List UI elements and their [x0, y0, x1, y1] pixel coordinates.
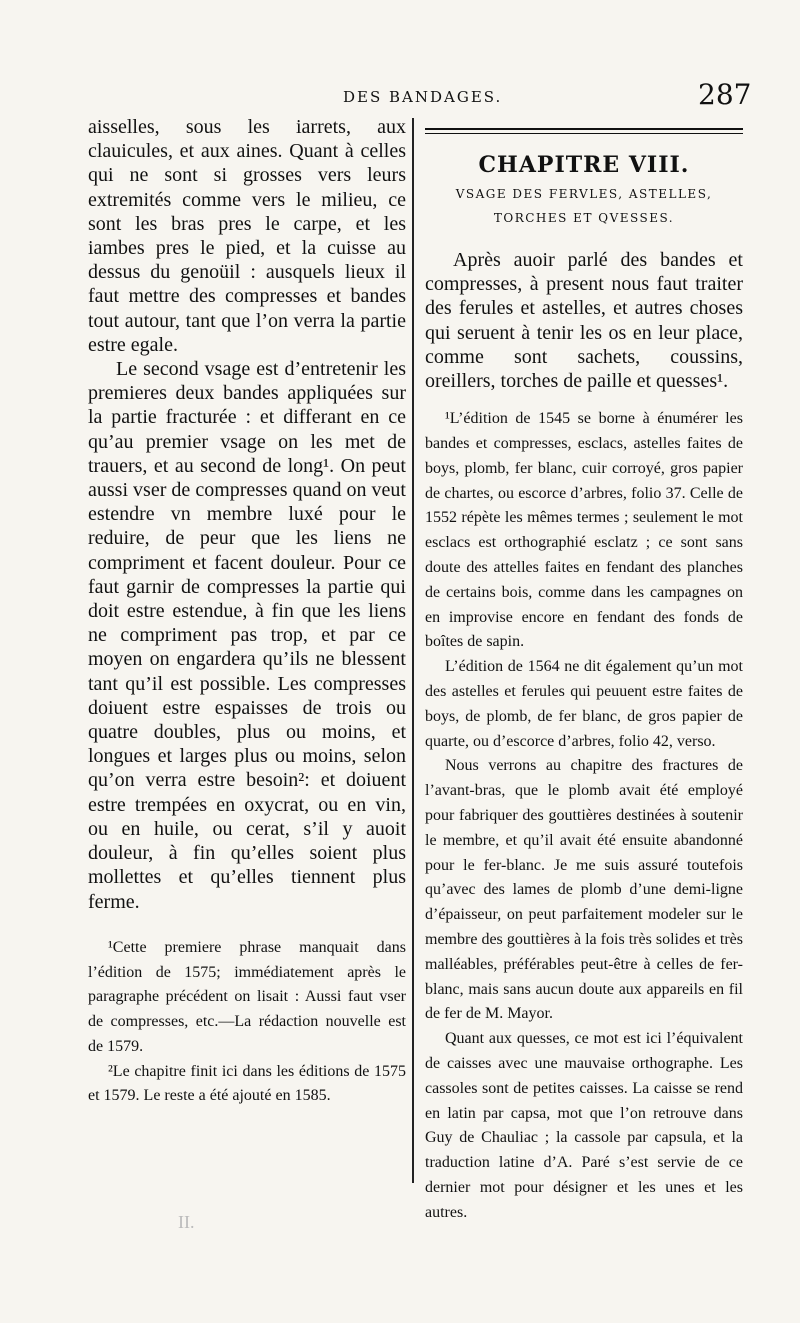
page-number: 287: [698, 78, 752, 111]
left-footnote-1: ¹Cette premiere phrase manquait dans l’édition de 1575; immédiatement après le paragraphe précédent on lisait : Aussi faut vser de compresses, etc.—La rédaction nouvelle est de 1579.: [88, 938, 406, 1055]
running-head: DES BANDAGES.: [343, 88, 503, 106]
chapter-subtitle-line-2: TORCHES ET QVESSES.: [493, 211, 675, 225]
right-paragraph: Après auoir parlé des bandes et compresses, à present nous faut traiter des ferules et astelles, et autres choses qui seruent à tenir les os en leur place, comme sont sachets, coussins, oreillers, torches de paille et quesses¹.: [425, 249, 743, 393]
right-footnote-1: ¹L’édition de 1545 se borne à énumérer les bandes et compresses, esclacs, astelles faites de boys, plomb, fer blanc, cuir corroyé, gros papier de chartes, ou escorce d’arbres, folio 37. Celle de 1552 répète les mêmes termes ; seulement le mot esclacs est orthographié esclatz ; ce sont sans doute des attelles faites en fendant des planches de certains bois, comme dans les campagnes on en improvise encore en fendant des fonds de boîtes de sapin.: [425, 410, 743, 651]
chapter-rule-2: [425, 133, 743, 134]
left-footnote-2: ²Le chapitre finit ici dans les éditions de 1575 et 1579. Le reste a été ajouté en 1585.: [88, 1062, 406, 1105]
left-column: [88, 115, 406, 1109]
right-footnote-2: L’édition de 1564 ne dit également qu’un mot des astelles et ferules qui peuuent estre faites de boys, de plomb, de fer blanc, de gros papier de quarte, ou d’escorce d’arbres, folio 42, verso.: [425, 658, 743, 750]
chapter-subtitle: [425, 182, 743, 230]
right-footnote-4: Quant aux quesses, ce mot est ici l’équivalent de caisses avec une mauvaise orthographe. Les cassoles sont de petites caisses. La caisse se rend en latin par capsa, mot que l’on retrouve dans Guy de Chauliac ; la cassole par capsula, et la traduction latine d’A. Paré s’est servie de ce dernier mot pour désigner et les unes et les autres.: [425, 1030, 743, 1221]
chapter-subtitle-line-1: VSAGE DES FERVLES, ASTELLES,: [455, 187, 713, 201]
left-paragraph-2: Le second vsage est d’entretenir les premieres deux bandes appliquées sur la partie fracturée : et differant en ce qu’au premier vsage on les met de trauers, et au second de long¹. On peut aussi vser de compresses quand on veut estendre vn membre luxé pour le reduire, de peur que les liens ne compriment et facent douleur. Pour ce faut garnir de compresses la partie qui doit estre estendue, à fin que les liens ne compriment pas trop, et par ce moyen on engardera qu’ils ne blessent tant qu’il est possible. Les compresses doiuent estre espaisses de trois ou quatre doubles, plus ou moins, et longues et larges plus ou moins, selon qu’on verra estre besoin²: et doiuent estre trempées en oxycrat, ou en vin, ou en huile, ou cerat, s’il y auoit douleur, à fin qu’elles soient plus mollettes et qu’elles tiennent plus ferme.: [88, 358, 406, 913]
column-divider: [412, 118, 414, 1183]
chapter-title: CHAPITRE VIII.: [478, 152, 690, 178]
left-paragraph-1: aisselles, sous les iarrets, aux clauicules, et aux aines. Quant à celles qui ne sont si grosses vers leurs extremités comme vers le milieu, ce sont les bras pres le carpe, et les iambes pres le pied, et la cuisse au dessus du genoüil : ausquels lieux il faut mettre des compresses et bandes tout autour, tant que l’on verra la partie estre egale.: [88, 116, 406, 356]
right-column: [425, 128, 743, 1226]
signature-mark: II.: [178, 1212, 195, 1232]
chapter-rule: [425, 128, 743, 130]
right-footnote-3: Nous verrons au chapitre des fractures de l’avant-bras, que le plomb avait été employé pour fabriquer des gouttières destinées à soutenir le membre, et qu’il avait été ensuite abandonné pour le fer-blanc. Je me suis assuré toutefois qu’avec des lames de plomb d’une demi-ligne d’épaisseur, on peut parfaitement modeler sur le membre des gouttières à la fois très solides et très malléables, préférables peut-être à celles de fer-blanc, mais sans aucun doute aux appareils en fil de fer de M. Mayor.: [425, 757, 743, 1023]
